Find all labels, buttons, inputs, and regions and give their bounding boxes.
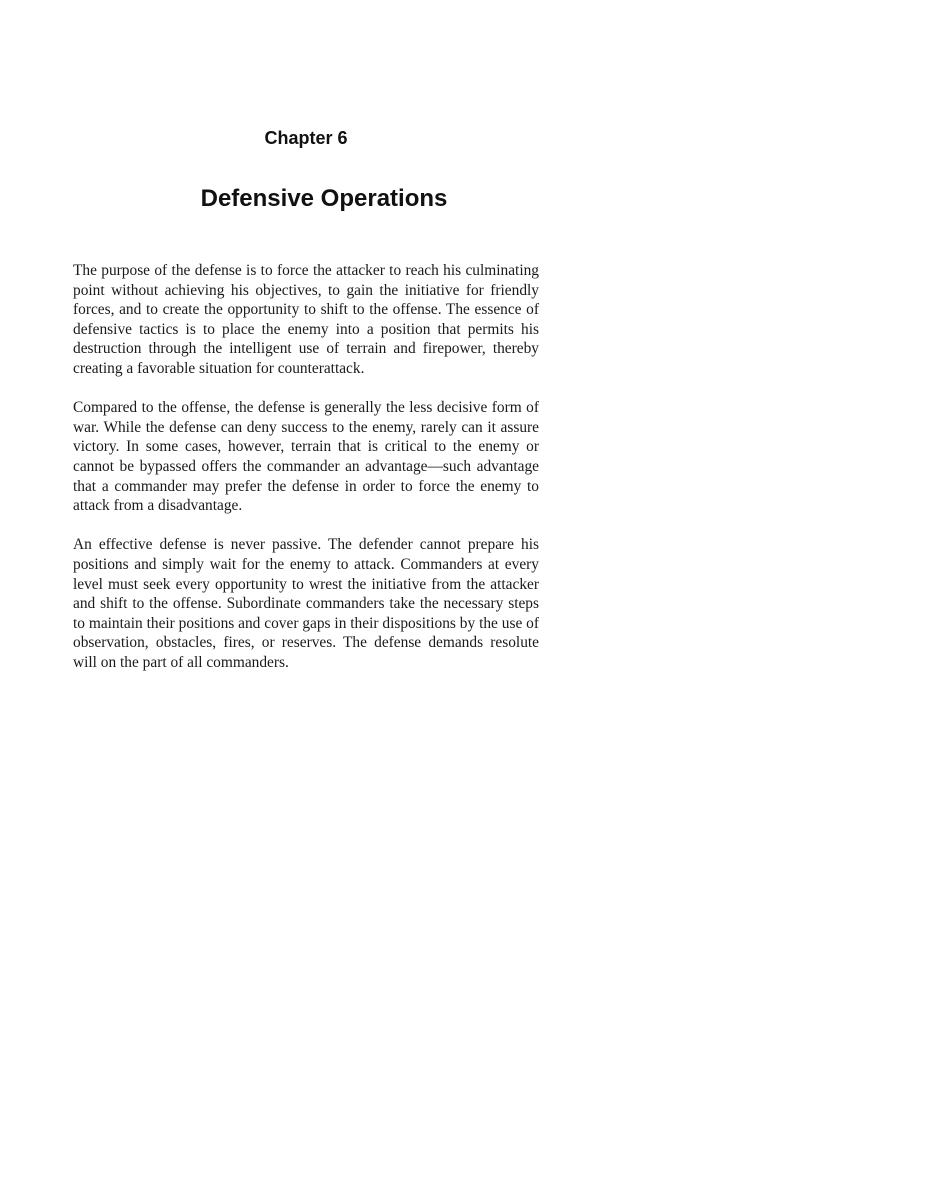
paragraph-2: Compared to the offense, the defense is generally the less decisive form of war. While the defense can deny success to the enemy, rarely can it assure victory. In some cases, however, terrain that is critical to the enemy or cannot be bypassed offers the commander an advantage—such advantage that a commander may prefer the defense in order to force the enemy to attack from a disadvantage. [73,399,539,515]
body-text [73,261,539,692]
paragraph-3: An effective defense is never passive. The defender cannot prepare his positions and simply wait for the enemy to attack. Commanders at every level must seek every opportunity to wrest the initiative from the attacker and shift to the offense. Subordinate commanders take the necessary steps to maintain their positions and cover gaps in their dispositions by the use of observation, obstacles, fires, or reserves. The defense demands resolute will on the part of all commanders. [73,536,539,671]
chapter-label: Chapter 6 [264,128,348,148]
paragraph-1: The purpose of the defense is to force the attacker to reach his culminating point without achieving his objectives, to gain the initiative for friendly forces, and to create the opportunity to shift to the offense. The essence of defensive tactics is to place the enemy into a position that permits his destruction through the intelligent use of terrain and firepower, thereby creating a favorable situation for counterattack. [73,262,539,377]
chapter-title: Defensive Operations [200,185,448,212]
